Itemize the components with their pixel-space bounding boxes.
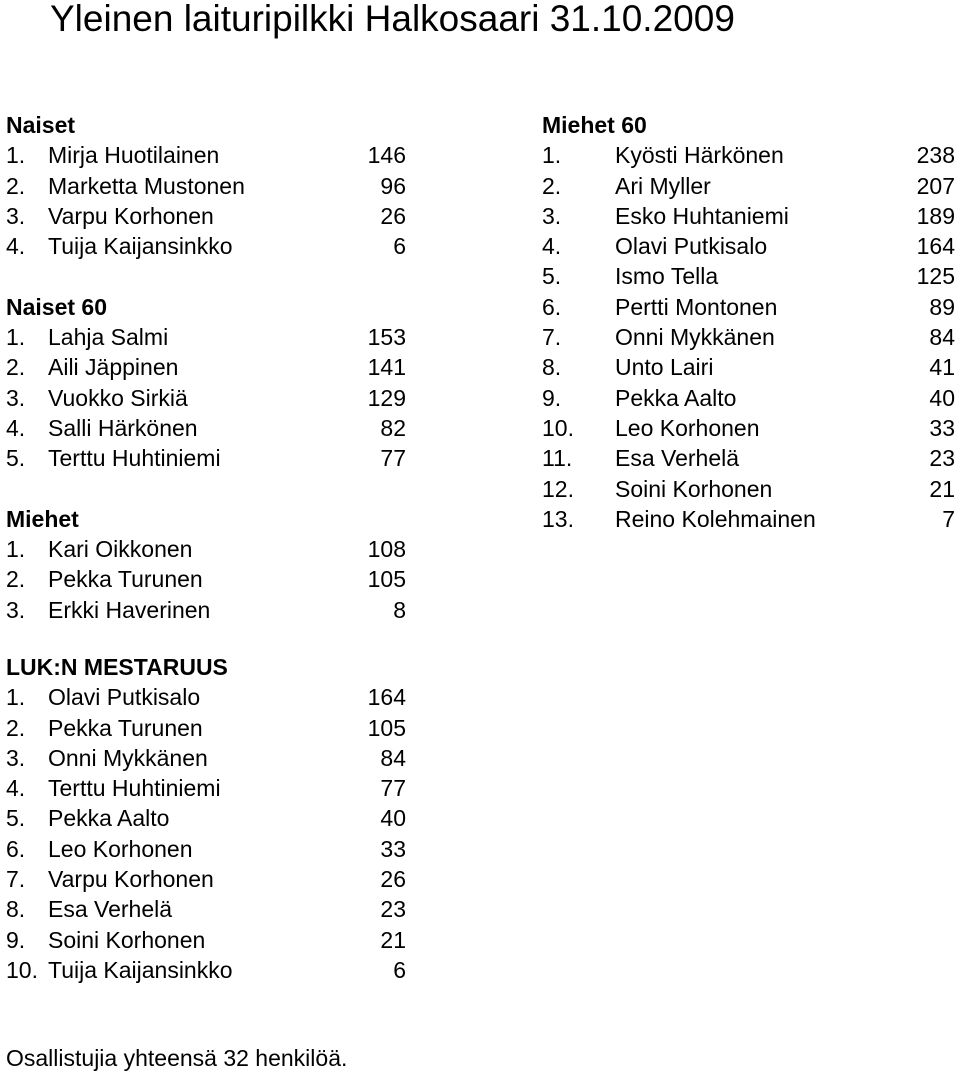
result-score: 84	[380, 744, 406, 771]
result-rank: 10.	[6, 956, 38, 983]
result-row	[6, 803, 406, 833]
result-name: Lahja Salmi	[48, 324, 169, 351]
result-rank: 4.	[6, 233, 26, 260]
result-score: 108	[367, 536, 406, 563]
result-name: Pekka Turunen	[48, 714, 203, 741]
result-rank: 4.	[6, 414, 26, 441]
result-row	[542, 352, 955, 382]
result-rank: 8.	[542, 354, 562, 381]
result-score: 26	[380, 866, 406, 893]
result-score: 77	[380, 775, 406, 802]
left-column	[6, 110, 406, 625]
result-rank: 2.	[6, 354, 26, 381]
result-rank: 6.	[542, 293, 562, 320]
result-score: 33	[929, 414, 955, 441]
result-score: 6	[393, 956, 406, 983]
section-heading-miehet-60: Miehet 60	[542, 112, 647, 138]
result-name: Vuokko Sirkiä	[48, 384, 188, 411]
result-rank: 9.	[542, 384, 562, 411]
result-row	[6, 322, 406, 352]
result-score: 26	[380, 202, 406, 229]
result-rank: 5.	[6, 445, 26, 472]
right-column	[542, 110, 955, 534]
result-score: 77	[380, 445, 406, 472]
result-row	[6, 682, 406, 712]
result-score: 40	[929, 384, 955, 411]
result-name: Aili Jäppinen	[48, 354, 179, 381]
result-rank: 2.	[6, 714, 26, 741]
result-row	[542, 474, 955, 504]
result-row	[6, 564, 406, 594]
result-row	[6, 894, 406, 924]
result-name: Esa Verhelä	[48, 896, 173, 923]
results-list-miehet	[6, 534, 406, 625]
result-rank: 13.	[542, 505, 574, 532]
result-score: 105	[367, 714, 406, 741]
result-name: Esa Verhelä	[615, 445, 740, 472]
result-row	[6, 140, 406, 170]
result-rank: 3.	[6, 202, 26, 229]
result-name: Tuija Kaijansinkko	[48, 956, 233, 983]
result-score: 129	[367, 384, 406, 411]
result-rank: 1.	[6, 142, 26, 169]
result-rank: 1.	[6, 536, 26, 563]
result-rank: 6.	[6, 835, 26, 862]
result-rank: 3.	[6, 744, 26, 771]
result-rank: 3.	[6, 596, 26, 623]
result-rank: 3.	[6, 384, 26, 411]
result-score: 41	[929, 354, 955, 381]
result-name: Ari Myller	[615, 172, 711, 199]
result-score: 238	[916, 142, 955, 169]
section-heading-naiset-60: Naiset 60	[6, 293, 108, 320]
result-row	[6, 595, 406, 625]
results-list-naiset-60	[6, 322, 406, 473]
result-rank: 2.	[542, 172, 562, 199]
result-name: Leo Korhonen	[615, 414, 760, 441]
result-name: Unto Lairi	[615, 354, 714, 381]
result-rank: 2.	[6, 172, 26, 199]
result-row	[6, 743, 406, 773]
result-row	[542, 322, 955, 352]
result-name: Olavi Putkisalo	[48, 684, 201, 711]
result-score: 89	[929, 293, 955, 320]
result-name: Reino Kolehmainen	[615, 505, 816, 532]
result-score: 153	[367, 324, 406, 351]
result-row	[542, 201, 955, 231]
result-row	[6, 413, 406, 443]
result-score: 141	[367, 354, 406, 381]
result-score: 84	[929, 324, 955, 351]
result-score: 33	[380, 835, 406, 862]
result-rank: 7.	[542, 324, 562, 351]
result-name: Pertti Montonen	[615, 293, 778, 320]
result-name: Erkki Haverinen	[48, 596, 211, 623]
result-score: 105	[367, 566, 406, 593]
result-rank: 10.	[542, 414, 574, 441]
result-rank: 8.	[6, 896, 26, 923]
result-name: Kari Oikkonen	[48, 536, 193, 563]
result-name: Soini Korhonen	[615, 475, 773, 502]
result-row	[542, 413, 955, 443]
result-name: Pekka Turunen	[48, 566, 203, 593]
result-row	[6, 201, 406, 231]
result-row	[6, 925, 406, 955]
result-row	[6, 383, 406, 413]
result-name: Marketta Mustonen	[48, 172, 245, 199]
result-score: 164	[367, 684, 406, 711]
result-score: 23	[380, 896, 406, 923]
result-row	[542, 504, 955, 534]
result-name: Varpu Korhonen	[48, 202, 214, 229]
result-row	[6, 834, 406, 864]
result-row	[542, 261, 955, 291]
result-rank: 2.	[6, 566, 26, 593]
result-row	[6, 864, 406, 894]
result-rank: 11.	[542, 445, 573, 472]
result-score: 125	[916, 263, 955, 290]
results-list-naiset	[6, 140, 406, 261]
result-score: 23	[929, 445, 955, 472]
result-name: Terttu Huhtiniemi	[48, 445, 221, 472]
result-rank: 9.	[6, 926, 26, 953]
result-score: 21	[380, 926, 406, 953]
result-score: 146	[367, 142, 406, 169]
result-name: Salli Härkönen	[48, 414, 198, 441]
result-rank: 4.	[6, 775, 26, 802]
result-row	[542, 443, 955, 473]
result-name: Pekka Aalto	[48, 805, 170, 832]
result-rank: 3.	[542, 202, 562, 229]
result-score: 8	[393, 596, 406, 623]
result-score: 207	[916, 172, 955, 199]
result-score: 7	[942, 505, 955, 532]
result-name: Ismo Tella	[615, 263, 719, 290]
result-rank: 7.	[6, 866, 26, 893]
result-rank: 12.	[542, 475, 574, 502]
result-row	[6, 231, 406, 261]
result-score: 189	[916, 202, 955, 229]
result-row	[542, 383, 955, 413]
results-list-miehet-60	[542, 140, 955, 534]
result-rank: 1.	[6, 324, 26, 351]
result-score: 21	[929, 475, 955, 502]
result-row	[542, 292, 955, 322]
result-name: Mirja Huotilainen	[48, 142, 220, 169]
result-rank: 4.	[542, 233, 562, 260]
result-name: Onni Mykkänen	[615, 324, 775, 351]
result-name: Terttu Huhtiniemi	[48, 775, 221, 802]
result-name: Onni Mykkänen	[48, 744, 208, 771]
section-heading-mestaruus: LUK:N MESTARUUS	[6, 654, 228, 680]
result-row	[542, 140, 955, 170]
result-score: 82	[380, 414, 406, 441]
result-name: Olavi Putkisalo	[615, 233, 768, 260]
championship-column	[6, 652, 406, 985]
result-row	[6, 713, 406, 743]
result-rank: 1.	[6, 684, 26, 711]
result-row	[6, 773, 406, 803]
result-rank: 5.	[542, 263, 562, 290]
result-score: 6	[393, 233, 406, 260]
result-row	[6, 955, 406, 985]
result-score: 164	[916, 233, 955, 260]
result-score: 40	[380, 805, 406, 832]
result-name: Esko Huhtaniemi	[615, 202, 789, 229]
results-list-mestaruus	[6, 682, 406, 985]
result-rank: 1.	[542, 142, 562, 169]
participants-total: Osallistujia yhteensä 32 henkilöä.	[6, 1045, 348, 1071]
result-name: Pekka Aalto	[615, 384, 737, 411]
result-score: 96	[380, 172, 406, 199]
result-name: Kyösti Härkönen	[615, 142, 784, 169]
result-row	[6, 352, 406, 382]
result-name: Tuija Kaijansinkko	[48, 233, 233, 260]
result-name: Leo Korhonen	[48, 835, 193, 862]
section-heading-naiset: Naiset	[6, 112, 76, 138]
result-name: Soini Korhonen	[48, 926, 206, 953]
page-title: Yleinen laituripilkki Halkosaari 31.10.2009	[50, 0, 735, 39]
result-row	[542, 231, 955, 261]
section-heading-miehet: Miehet	[6, 505, 79, 532]
result-row	[6, 443, 406, 473]
result-name: Varpu Korhonen	[48, 866, 214, 893]
result-rank: 5.	[6, 805, 26, 832]
result-row	[542, 171, 955, 201]
result-row	[6, 534, 406, 564]
result-row	[6, 171, 406, 201]
